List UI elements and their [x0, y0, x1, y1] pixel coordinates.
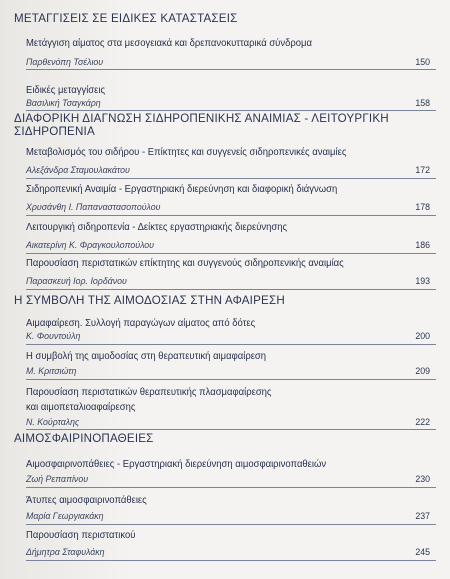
entry-title: Μετάγγιση αίματος στα μεσογειακά και δρεπανοκυτταρικά σύνδρομα [26, 38, 312, 49]
entry-rule [26, 215, 436, 216]
entry-author: Ν. Κούρταλης [26, 417, 80, 427]
entry-page-number: 186 [415, 240, 430, 250]
entry-title: Λειτουργική σιδηροπενία - Δείκτες εργαστηριακής διερεύνησης [26, 222, 288, 233]
entry-title: Αιμοσφαιρινοπάθειες - Εργαστηριακή διερεύνηση αιμοσφαιρινοπαθειών [26, 459, 327, 470]
entry-title: Παρουσίαση περιστατικών επίκτητης και συγγενούς σιδηροπενικής αναιμίας [26, 258, 344, 269]
entry-rule [26, 69, 436, 70]
entry-rule [26, 560, 436, 561]
entry-title: Σιδηροπενική Αναιμία - Εργαστηριακή διερεύνηση και διαφορική διάγνωση [26, 184, 338, 195]
entry-author: Μ. Κριτσιώτη [26, 366, 77, 376]
entry-author: Κ. Φουντούλη [26, 331, 81, 341]
entry-rule [26, 429, 436, 430]
section-title: ΜΕΤΑΓΓΙΣΕΙΣ ΣΕ ΕΙΔΙΚΕΣ ΚΑΤΑΣΤΑΣΕΙΣ [14, 12, 238, 25]
entry-rule [26, 524, 436, 525]
entry-page-number: 172 [415, 165, 430, 175]
entry-rule [26, 110, 436, 111]
entry-rule [26, 289, 436, 290]
entry-author: Παρασκευή Ιορ. Ιορδάνου [26, 276, 127, 286]
entry-page-number: 209 [415, 366, 430, 376]
entry-title-line-2: και αιμοπεταλιοαφαίρεσης [26, 402, 136, 413]
entry-title: Παρουσίαση περιστατικού [26, 530, 136, 541]
entry-title: Αιμαφαίρεση. Συλλογή παραγώγων αίματος από δότες [26, 318, 256, 329]
entry-rule [26, 178, 436, 179]
entry-title: Άτυπες αιμοσφαιρινοπάθειες [26, 495, 147, 506]
entry-author: Χρυσάνθη Ι. Παπαναστασοπούλου [26, 202, 161, 212]
entry-author: Βασιλική Τσαγκάρη [26, 98, 101, 108]
entry-title: Μεταβολισμός του σιδήρου - Επίκτητες και συγγενείς σιδηροπενικές αναιμίες [26, 147, 347, 158]
entry-page-number: 200 [415, 331, 430, 341]
section-title: ΔΙΑΦΟΡΙΚΗ ΔΙΑΓΝΩΣΗ ΣΙΔΗΡΟΠΕΝΙΚΗΣ ΑΝΑΙΜΙΑΣ - ΛΕΙΤΟΥΡΓΙΚΗ ΣΙΔΗΡΟΠΕΝΙΑ [14, 112, 389, 138]
entry-title: Ειδικές μεταγγίσεις [26, 85, 106, 96]
entry-author: Παρθενόπη Τσέλιου [26, 57, 104, 67]
entry-rule [26, 487, 436, 488]
entry-page-number: 237 [415, 511, 430, 521]
section-title: ΑΙΜΟΣΦΑΙΡΙΝΟΠΑΘΕΙΕΣ [14, 432, 154, 445]
entry-author: Ζωή Ρεπαπίνου [26, 474, 89, 484]
entry-page-number: 222 [415, 417, 430, 427]
entry-title-line-1: Παρουσίαση περιστατικών θεραπευτικής πλασμαφαίρεσης [26, 387, 272, 398]
section-title: Η ΣΥΜΒΟΛΗ ΤΗΣ ΑΙΜΟΔΟΣΙΑΣ ΣΤΗΝ ΑΦΑΙΡΕΣΗ [14, 294, 285, 307]
entry-author: Μαρία Γεωργιακάκη [26, 511, 104, 521]
entry-page-number: 158 [415, 98, 430, 108]
entry-page-number: 230 [415, 474, 430, 484]
entry-title: Η συμβολή της αιμοδοσίας στη θεραπευτική αιμαφαίρεση [26, 351, 267, 362]
entry-rule [26, 379, 436, 380]
entry-author: Αλεξάνδρα Σταμουλακάτου [26, 165, 130, 175]
entry-rule [26, 344, 436, 345]
entry-rule [26, 253, 436, 254]
entry-page-number: 245 [415, 547, 430, 557]
entry-author: Αικατερίνη Κ. Φραγκουλοπούλου [26, 240, 155, 250]
entry-page-number: 150 [415, 57, 430, 67]
entry-page-number: 193 [415, 276, 430, 286]
entry-author: Δήμητρα Σταφυλάκη [26, 547, 105, 557]
entry-page-number: 178 [415, 202, 430, 212]
